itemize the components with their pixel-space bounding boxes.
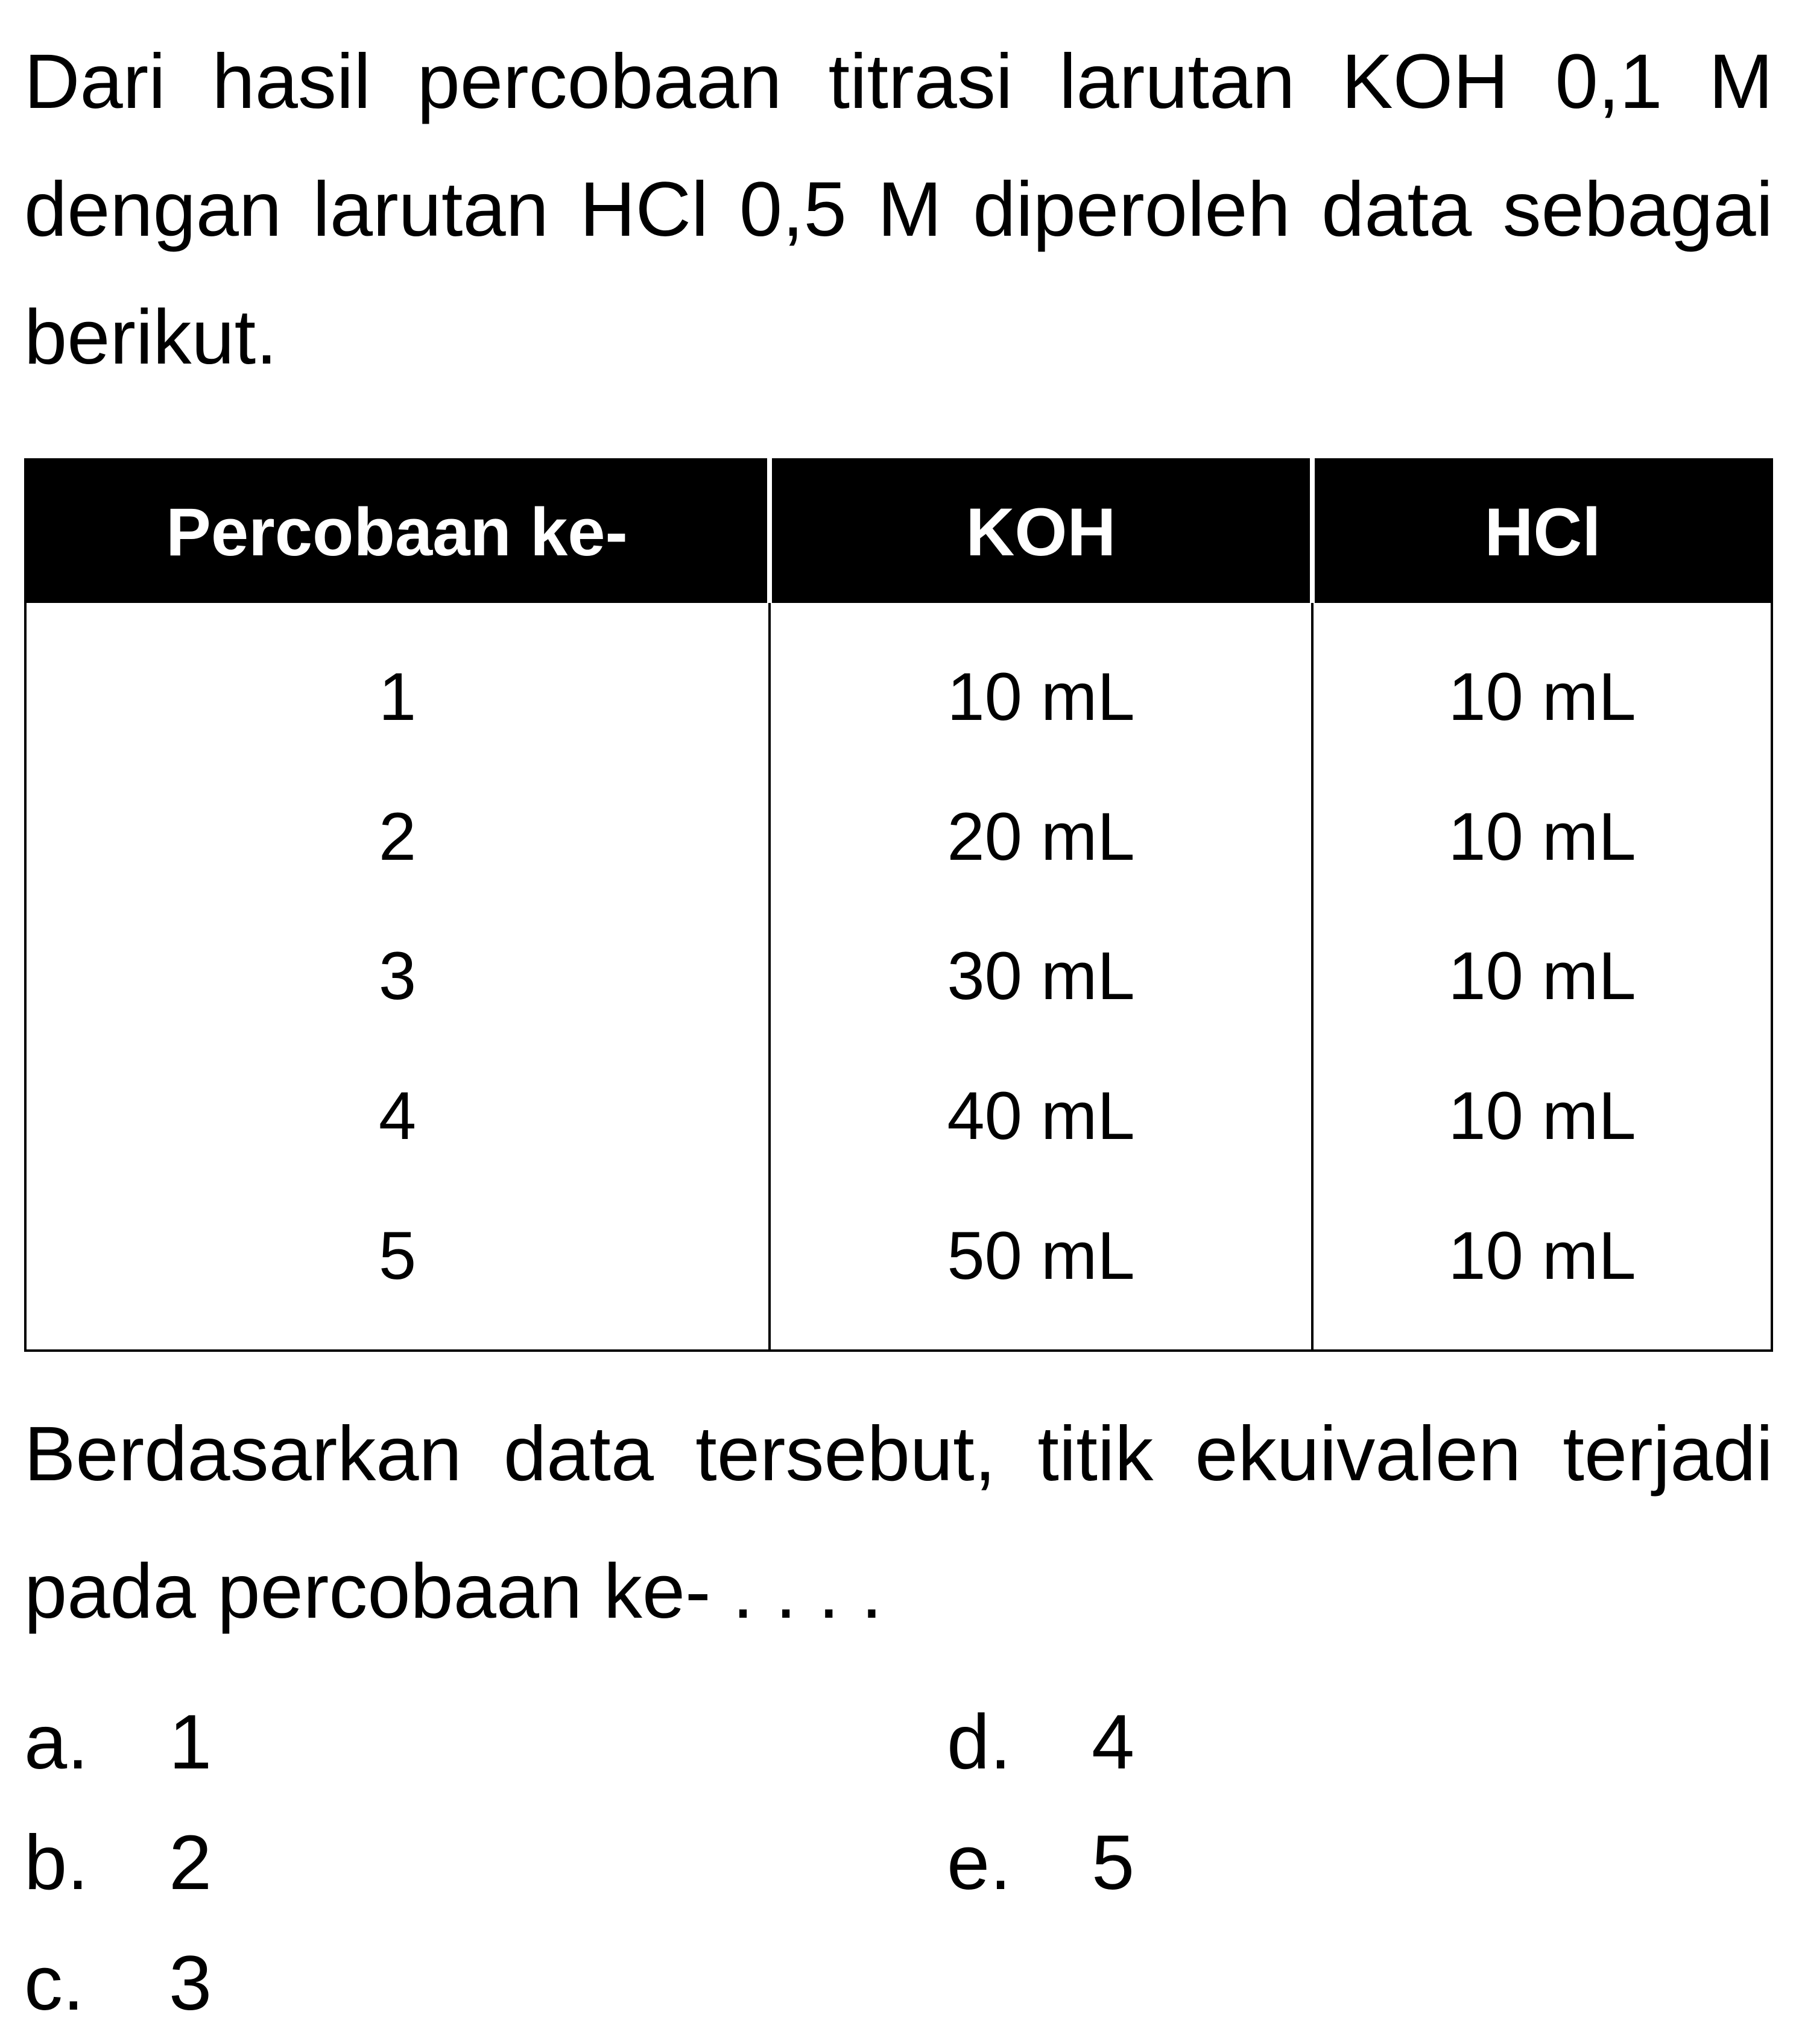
option-e[interactable]	[947, 1803, 1134, 1923]
option-b[interactable]	[24, 1803, 212, 1923]
header-percobaan: Percobaan ke-	[25, 459, 770, 603]
cell-koh: 50 mL	[770, 1185, 1312, 1351]
option-letter: d.	[947, 1699, 1011, 1785]
cell-percobaan: 5	[378, 1217, 417, 1293]
option-value: 5	[1092, 1820, 1135, 1906]
option-letter: a.	[24, 1699, 89, 1785]
titration-data-table	[24, 458, 1773, 1352]
option-letter: b.	[24, 1820, 89, 1906]
question-paragraph: Berdasarkan data tersebut, titik ekuivalen terjadi pada percobaan ke- . . . .	[24, 1411, 1773, 1635]
cell-hcl: 10 mL	[1312, 1046, 1772, 1185]
table-row	[25, 1046, 1772, 1185]
option-d[interactable]	[947, 1682, 1134, 1803]
intro-paragraph: Dari hasil percobaan titrasi larutan KOH 0,1 M dengan larutan HCl 0,5 M diperoleh data sebagai berikut.	[24, 39, 1773, 380]
cell-percobaan: 1	[378, 659, 417, 735]
cell-hcl: 10 mL	[1312, 906, 1772, 1046]
cell-koh: 10 mL	[770, 603, 1312, 767]
header-hcl: HCl	[1312, 459, 1772, 603]
cell-hcl: 10 mL	[1312, 767, 1772, 906]
table-header-row	[25, 459, 1772, 603]
option-value: 1	[169, 1699, 212, 1785]
cell-percobaan: 3	[378, 938, 417, 1014]
option-a[interactable]	[24, 1682, 212, 1803]
table-row	[25, 1185, 1772, 1351]
cell-koh: 20 mL	[770, 767, 1312, 906]
cell-percobaan: 2	[378, 798, 417, 874]
header-koh: KOH	[770, 459, 1312, 603]
cell-hcl: 10 mL	[1312, 1185, 1772, 1351]
option-letter: c.	[24, 1940, 84, 2027]
cell-percobaan: 4	[378, 1077, 417, 1153]
option-value: 3	[169, 1940, 212, 2027]
option-value: 4	[1092, 1699, 1135, 1785]
option-value: 2	[169, 1820, 212, 1906]
table-row	[25, 767, 1772, 906]
option-c[interactable]	[24, 1923, 212, 2044]
table-row	[25, 603, 1772, 767]
cell-koh: 40 mL	[770, 1046, 1312, 1185]
table-row	[25, 906, 1772, 1046]
cell-koh: 30 mL	[770, 906, 1312, 1046]
cell-hcl: 10 mL	[1312, 603, 1772, 767]
option-letter: e.	[947, 1820, 1011, 1906]
